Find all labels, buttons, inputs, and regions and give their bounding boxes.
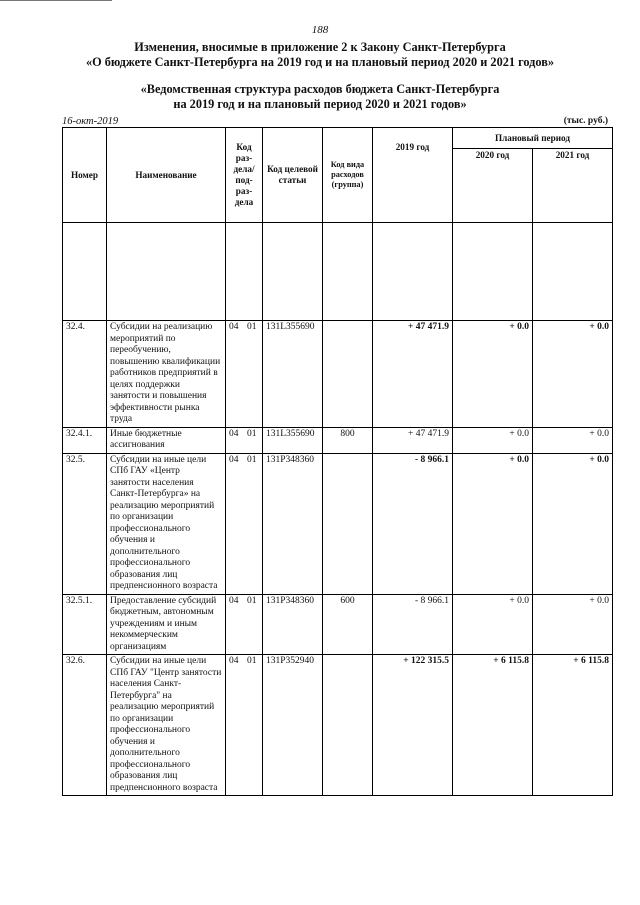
row-2019: + 122 315.5 bbox=[373, 655, 453, 796]
row-expense-type: 600 bbox=[323, 594, 373, 655]
subtitle-line-1: «Ведомственная структура расходов бюджета Санкт-Петербурга bbox=[140, 82, 500, 96]
row-number: 32.4. bbox=[63, 321, 107, 428]
row-number: 32.5. bbox=[63, 453, 107, 594]
row-name: Предоставление субсидий бюджетным, автономным учреждениям и иным некоммерческим организациям bbox=[107, 594, 226, 655]
row-target: 131P348360 bbox=[263, 453, 323, 594]
row-2020: + 0.0 bbox=[453, 594, 533, 655]
row-number: 32.5.1. bbox=[63, 594, 107, 655]
row-name: Иные бюджетные ассигнования bbox=[107, 427, 226, 453]
row-name: Субсидии на иные цели СПб ГАУ «Центр занятости населения Санкт-Петербурга» на реализацию мероприятий по организации профессионального обучения и дополнительного профессионального образования лиц предпенсионного возраста bbox=[107, 453, 226, 594]
row-number: 32.4.1. bbox=[63, 427, 107, 453]
row-2019: - 8 966.1 bbox=[373, 594, 453, 655]
row-name: Субсидии на иные цели СПб ГАУ "Центр занятости населения Санкт-Петербурга" на реализацию мероприятий по организации профессионального обучения и дополнительного профессионального образования лиц предпенсионного возраста bbox=[107, 655, 226, 796]
row-section: 04 01 bbox=[226, 655, 263, 796]
row-2019: - 8 966.1 bbox=[373, 453, 453, 594]
document-subtitle bbox=[0, 82, 640, 112]
budget-table bbox=[62, 127, 613, 796]
document-date: 16-окт-2019 bbox=[62, 116, 119, 127]
header-row-1 bbox=[63, 128, 613, 149]
title-line-1: Изменения, вносимые в приложение 2 к Закону Санкт-Петербурга bbox=[134, 40, 506, 54]
row-expense-type bbox=[323, 655, 373, 796]
document-title bbox=[0, 40, 640, 70]
row-section: 04 01 bbox=[226, 427, 263, 453]
table-row bbox=[63, 427, 613, 453]
row-section: 04 01 bbox=[226, 594, 263, 655]
table-row bbox=[63, 453, 613, 594]
row-2020: + 0.0 bbox=[453, 453, 533, 594]
row-target: 131P352940 bbox=[263, 655, 323, 796]
row-2019: + 47 471.9 bbox=[373, 427, 453, 453]
title-line-2: «О бюджете Санкт-Петербурга на 2019 год и на плановый период 2020 и 2021 годов» bbox=[85, 55, 555, 69]
header-number: Номер bbox=[63, 128, 107, 223]
page-number: 188 bbox=[311, 24, 329, 36]
row-target: 131L355690 bbox=[263, 321, 323, 428]
row-target: 131P348360 bbox=[263, 594, 323, 655]
row-section: 04 01 bbox=[226, 321, 263, 428]
header-target: Код целевой статьи bbox=[263, 128, 323, 223]
row-2021: + 0.0 bbox=[533, 321, 613, 428]
row-name: Субсидии на реализацию мероприятий по переобучению, повышению квалификации работников предприятий в целях поддержки занятости и повышения эффективности рынка труда bbox=[107, 321, 226, 428]
row-2021: + 0.0 bbox=[533, 427, 613, 453]
table-row bbox=[63, 655, 613, 796]
header-planned-period: Плановый период bbox=[453, 128, 613, 149]
header-expense-type: Код вида расходов (группа) bbox=[323, 128, 373, 223]
row-expense-type bbox=[323, 321, 373, 428]
top-rule bbox=[0, 0, 112, 1]
row-number: 32.6. bbox=[63, 655, 107, 796]
header-2021: 2021 год bbox=[533, 149, 613, 223]
row-2020: + 0.0 bbox=[453, 427, 533, 453]
row-2021: + 0.0 bbox=[533, 453, 613, 594]
row-2021: + 6 115.8 bbox=[533, 655, 613, 796]
row-2020: + 0.0 bbox=[453, 321, 533, 428]
header-2020: 2020 год bbox=[453, 149, 533, 223]
row-expense-type bbox=[323, 453, 373, 594]
header-section: Код раз- дела/ под- раз- дела bbox=[226, 128, 263, 223]
row-target: 131L355690 bbox=[263, 427, 323, 453]
row-expense-type: 800 bbox=[323, 427, 373, 453]
subtitle-line-2: на 2019 год и на плановый период 2020 и 2021 годов» bbox=[173, 97, 467, 111]
row-2021: + 0.0 bbox=[533, 594, 613, 655]
row-section: 04 01 bbox=[226, 453, 263, 594]
table-row bbox=[63, 321, 613, 428]
row-2020: + 6 115.8 bbox=[453, 655, 533, 796]
header-name: Наименование bbox=[107, 128, 226, 223]
row-2019: + 47 471.9 bbox=[373, 321, 453, 428]
spacer-row bbox=[63, 223, 613, 321]
units-label: (тыс. руб.) bbox=[563, 116, 608, 126]
table-row bbox=[63, 594, 613, 655]
header-2019: 2019 год bbox=[373, 128, 453, 223]
